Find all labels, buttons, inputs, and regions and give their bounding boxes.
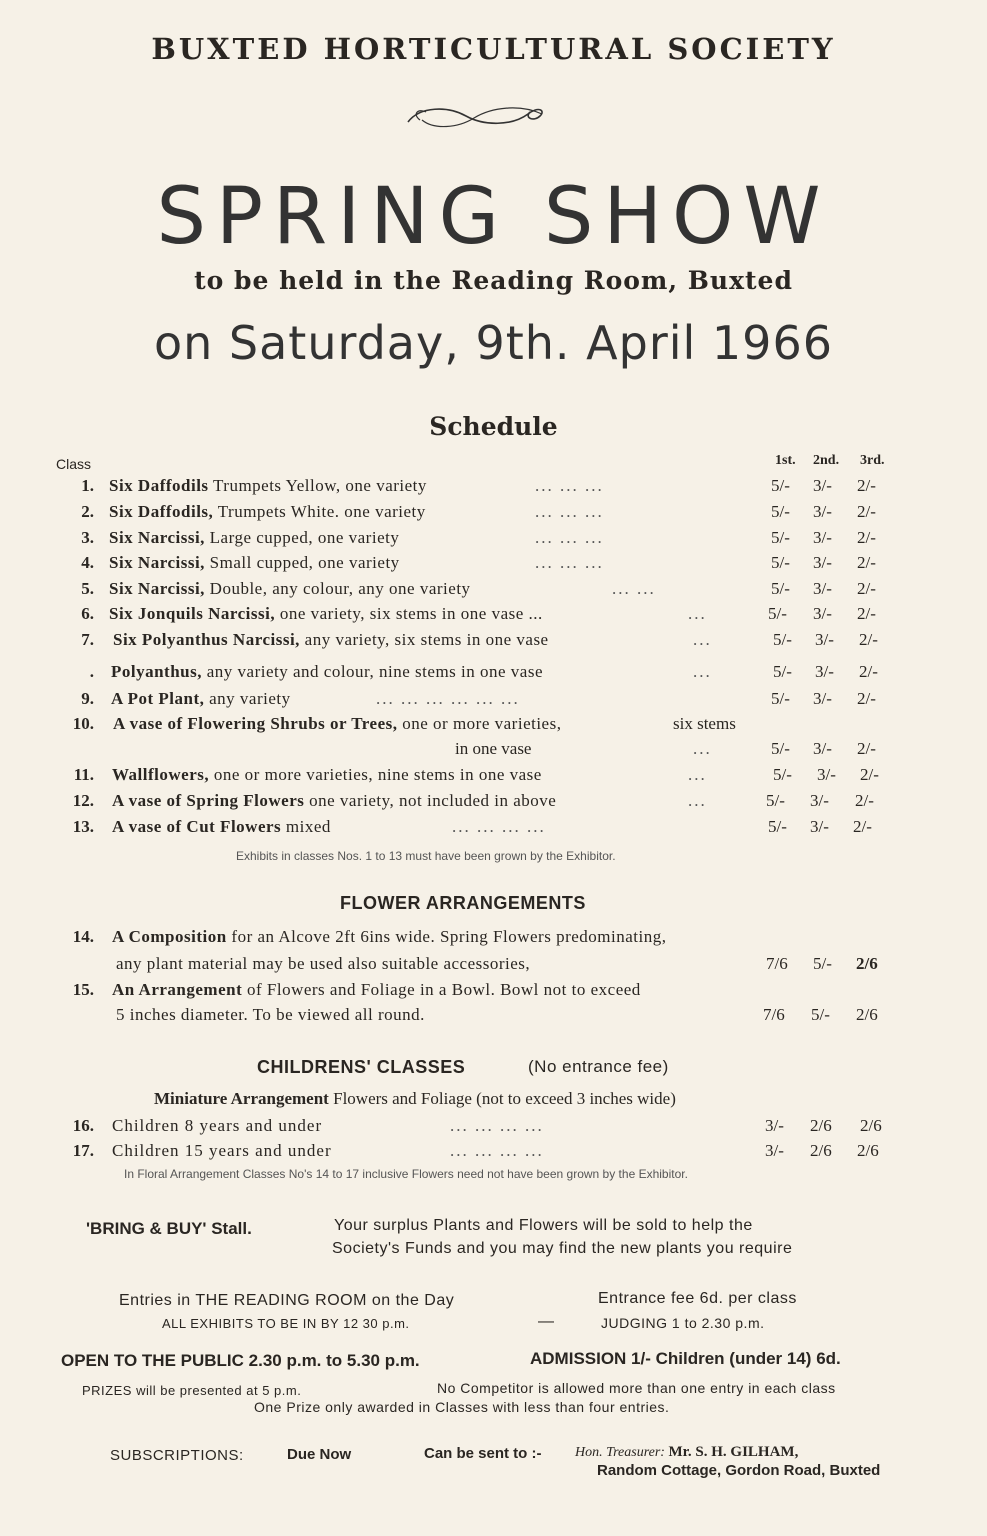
open-to-public: OPEN TO THE PUBLIC 2.30 p.m. to 5.30 p.m. bbox=[61, 1351, 420, 1370]
entries-line: Entries in THE READING ROOM on the Day bbox=[119, 1292, 455, 1309]
subscriptions-label: SUBSCRIPTIONS: bbox=[110, 1447, 244, 1464]
treasurer-address: Random Cottage, Gordon Road, Buxted bbox=[597, 1462, 881, 1479]
no-entrance-fee-note: (No entrance fee) bbox=[528, 1057, 669, 1076]
show-title: SPRING SHOW bbox=[156, 172, 831, 262]
class-row: . Polyanthus, any variety and colour, nine stems in one vase ... 5/- 3/- 2/- bbox=[89, 662, 878, 681]
one-prize-rule: One Prize only awarded in Classes with less than four entries. bbox=[254, 1399, 670, 1415]
class-row: 14. A Composition for an Alcove 2ft 6ins wide. Spring Flowers predominating, bbox=[72, 927, 667, 946]
second-prize-header: 2nd. bbox=[813, 453, 840, 468]
treasurer-line: Hon. Treasurer: Mr. S. H. GILHAM, bbox=[575, 1444, 799, 1460]
society-name: BUXTED HORTICULTURAL SOCIETY bbox=[151, 32, 836, 66]
one-entry-rule: No Competitor is allowed more than one entry in each class bbox=[437, 1380, 836, 1396]
class-row: 2. Six Daffodils, Trumpets White. one variety ... ... ... 5/- 3/- 2/- bbox=[81, 502, 876, 521]
class-row: 11. Wallflowers, one or more varieties, nine stems in one vase ... 5/- 3/- 2/- bbox=[73, 765, 879, 784]
bring-buy-line-2: Society's Funds and you may find the new plants you require bbox=[332, 1240, 793, 1257]
class-row: 10. A vase of Flowering Shrubs or Trees, one or more varieties, six stems bbox=[72, 714, 736, 733]
entries-dash: — bbox=[538, 1313, 555, 1330]
admission: ADMISSION 1/- Children (under 14) 6d. bbox=[530, 1349, 841, 1368]
schedule-heading: Schedule bbox=[429, 412, 558, 441]
flourish-ornament bbox=[400, 92, 550, 138]
can-be-sent-to: Can be sent to :- bbox=[424, 1445, 542, 1462]
class-row: 12. A vase of Spring Flowers one variety, not included in above ... 5/- 3/- 2/- bbox=[72, 791, 874, 810]
subscriptions-due: Due Now bbox=[287, 1446, 352, 1463]
class-row: 15. An Arrangement of Flowers and Foliage in a Bowl. Bowl not to exceed bbox=[72, 980, 641, 999]
class-row: 17. Children 15 years and under ... ... ... ... 3/- 2/6 2/6 bbox=[72, 1141, 879, 1160]
class-row: 3. Six Narcissi, Large cupped, one variety ... ... ... 5/- 3/- 2/- bbox=[81, 528, 876, 547]
class-row: 5. Six Narcissi, Double, any colour, any one variety ... ... 5/- 3/- 2/- bbox=[81, 579, 876, 598]
floral-arrangement-note: In Floral Arrangement Classes No's 14 to 17 inclusive Flowers need not have been grown by the Exhibitor. bbox=[124, 1167, 688, 1181]
class-row: 16. Children 8 years and under ... ... ... ... 3/- 2/6 2/6 bbox=[72, 1116, 882, 1135]
venue-line: to be held in the Reading Room, Buxted bbox=[194, 266, 793, 295]
class-row: 7. Six Polyanthus Narcissi, any variety, six stems in one vase ... 5/- 3/- 2/- bbox=[81, 630, 878, 649]
class-row-continuation: in one vase ... 5/- 3/- 2/- bbox=[455, 739, 876, 758]
show-date: on Saturday, 9th. April 1966 bbox=[154, 316, 833, 370]
miniature-arrangement-line: Miniature Arrangement Flowers and Foliage (not to exceed 3 inches wide) bbox=[154, 1089, 676, 1108]
class-row-continuation: 5 inches diameter. To be viewed all round. 7/6 5/- 2/6 bbox=[116, 1005, 878, 1024]
class-row: 6. Six Jonquils Narcissi, one variety, six stems in one vase ... ... 5/- 3/- 2/- bbox=[81, 604, 876, 623]
class-row: 9. A Pot Plant, any variety ... ... ... ... ... ... 5/- 3/- 2/- bbox=[81, 689, 876, 708]
exhibits-deadline: ALL EXHIBITS TO BE IN BY 12 30 p.m. bbox=[162, 1316, 410, 1331]
bring-buy-line-1: Your surplus Plants and Flowers will be sold to help the bbox=[334, 1217, 753, 1234]
classes-note: Exhibits in classes Nos. 1 to 13 must have been grown by the Exhibitor. bbox=[236, 849, 616, 863]
third-prize-header: 3rd. bbox=[860, 453, 885, 468]
bring-buy-label: 'BRING & BUY' Stall. bbox=[86, 1219, 252, 1238]
first-prize-header: 1st. bbox=[775, 453, 796, 468]
class-row-continuation: any plant material may be used also suitable accessories, 7/6 5/- 2/6 bbox=[116, 954, 878, 973]
childrens-classes-heading: CHILDRENS' CLASSES bbox=[257, 1057, 466, 1077]
flower-arrangements-heading: FLOWER ARRANGEMENTS bbox=[340, 893, 586, 913]
entrance-fee: Entrance fee 6d. per class bbox=[598, 1290, 797, 1307]
class-row: 13. A vase of Cut Flowers mixed ... ... ... ... 5/- 3/- 2/- bbox=[72, 817, 872, 836]
class-column-header: Class bbox=[56, 456, 92, 472]
class-row: 1. Six Daffodils Trumpets Yellow, one variety ... ... ... 5/- 3/- 2/- bbox=[81, 476, 876, 495]
prizes-note: PRIZES will be presented at 5 p.m. bbox=[82, 1383, 302, 1398]
judging-time: JUDGING 1 to 2.30 p.m. bbox=[601, 1315, 765, 1331]
class-row: 4. Six Narcissi, Small cupped, one variety ... ... ... 5/- 3/- 2/- bbox=[81, 553, 876, 572]
